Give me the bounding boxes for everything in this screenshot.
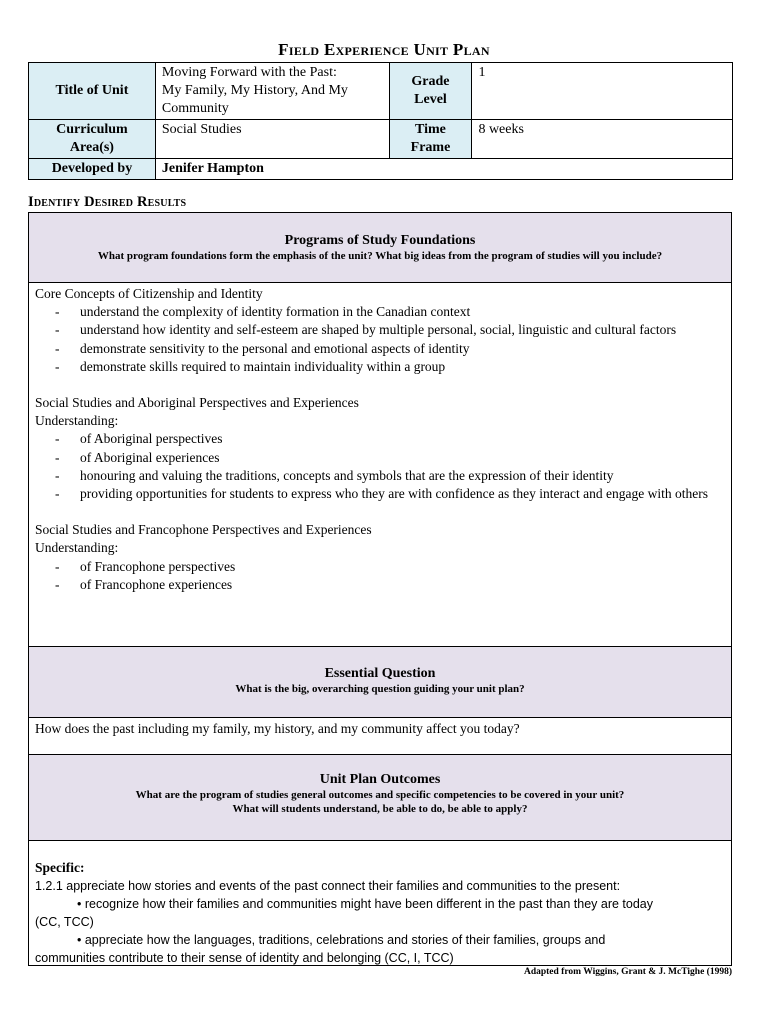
group-list — [35, 430, 725, 503]
group-title: Social Studies and Aboriginal Perspectives and Experiences — [35, 395, 359, 411]
footer-citation: Adapted from Wiggins, Grant & J. McTighe (1998) — [523, 967, 732, 977]
outcome-bullet-cont: communities contribute to their sense of identity and belonging (CC, I, TCC) — [35, 951, 454, 965]
list-item: - of Aboriginal perspectives — [55, 430, 725, 448]
group-title: Core Concepts of Citizenship and Identity — [35, 286, 263, 301]
curriculum-area-value: Social Studies — [155, 120, 389, 159]
time-frame-value: 8 weeks — [472, 120, 733, 159]
document-title: Field Experience Unit Plan — [278, 40, 490, 59]
essential-answer: How does the past including my family, my history, and my community affect you today? — [29, 718, 731, 755]
outcomes-banner — [29, 755, 731, 841]
outcome-bullet: • recognize how their families and communities might have been different in the past than they are today — [77, 897, 654, 911]
grade-level-label: Grade Level — [389, 63, 472, 120]
outcome-bullet: • appreciate how the languages, traditions, celebrations and stories of their families, groups and — [77, 933, 606, 947]
group-intro: Understanding: — [35, 540, 119, 556]
foundations-subtitle: What program foundations form the emphasis of the unit? What big ideas from the program of studies will you include? — [97, 250, 663, 262]
grade-level-value: 1 — [472, 63, 733, 120]
list-item: - providing opportunities for students to express who they are with confidence as they interact and engage with others — [55, 485, 725, 503]
unit-info-table — [28, 62, 733, 180]
foundations-title: Programs of Study Foundations — [284, 233, 476, 248]
desired-results-box — [28, 212, 732, 966]
list-item: - demonstrate sensitivity to the personal and emotional aspects of identity — [55, 340, 725, 358]
title-of-unit-label: Title of Unit — [29, 63, 156, 120]
outcomes-subtitle-2: What will students understand, be able to do, be able to apply? — [232, 803, 528, 815]
group-list — [35, 558, 725, 594]
outcome-line: 1.2.1 appreciate how stories and events of the past connect their families and communities to the present: — [35, 879, 621, 893]
essential-banner — [29, 647, 731, 718]
title-of-unit-value: Moving Forward with the Past: My Family, My History, And My Community — [155, 63, 389, 120]
list-item: - of Francophone perspectives — [55, 558, 725, 576]
list-item: - understand how identity and self-esteem are shaped by multiple personal, social, linguistic and cultural factors — [55, 321, 725, 339]
essential-subtitle: What is the big, overarching question guiding your unit plan? — [235, 683, 525, 695]
specific-label: Specific: — [35, 860, 85, 875]
outcome-bullet-cont: (CC, TCC) — [35, 915, 94, 929]
time-frame-label: Time Frame — [389, 120, 472, 159]
group-intro: Understanding: — [35, 413, 119, 429]
curriculum-area-label: Curriculum Area(s) — [29, 120, 156, 159]
group-list — [35, 303, 725, 376]
developed-by-label: Developed by — [29, 159, 156, 180]
list-item: - demonstrate skills required to maintain individuality within a group — [55, 358, 725, 376]
list-item: - of Francophone experiences — [55, 576, 725, 594]
outcomes-subtitle-1: What are the program of studies general outcomes and specific competencies to be covered in your unit? — [135, 789, 625, 801]
section-heading: Identify Desired Results — [28, 194, 187, 210]
list-item: - honouring and valuing the traditions, concepts and symbols that are the expression of their identity — [55, 467, 725, 485]
developed-by-value: Jenifer Hampton — [155, 159, 732, 180]
group-title: Social Studies and Francophone Perspectives and Experiences — [35, 522, 372, 538]
outcomes-title: Unit Plan Outcomes — [319, 772, 441, 787]
foundations-content — [29, 283, 731, 647]
list-item: - of Aboriginal experiences — [55, 449, 725, 467]
list-item: - understand the complexity of identity formation in the Canadian context — [55, 303, 725, 321]
foundations-banner — [29, 213, 731, 283]
essential-title: Essential Question — [324, 666, 436, 681]
outcomes-content — [29, 841, 731, 965]
